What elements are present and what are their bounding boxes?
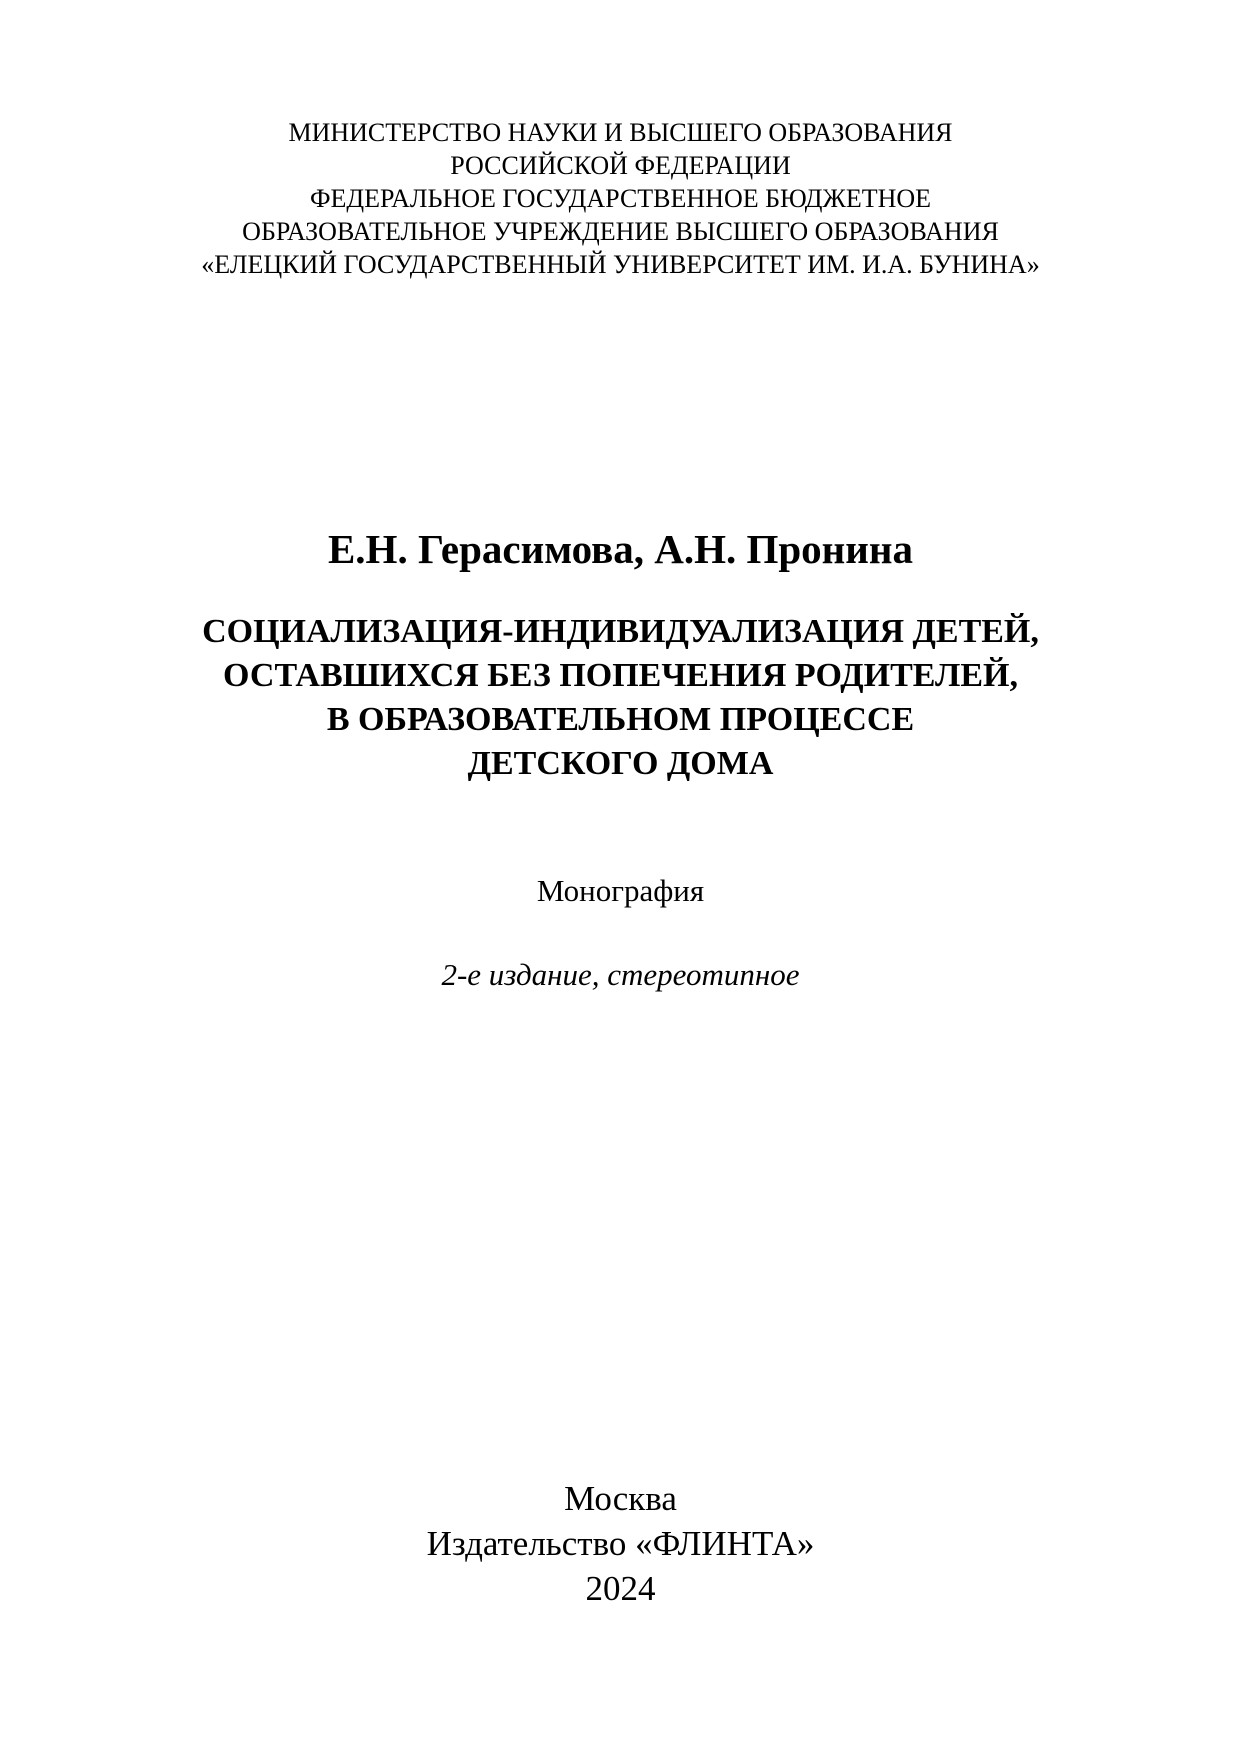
title-line: СОЦИАЛИЗАЦИЯ-ИНДИВИДУАЛИЗАЦИЯ ДЕТЕЙ, <box>202 613 1039 650</box>
publication-genre: Монография <box>536 873 705 908</box>
institution-header <box>0 116 1241 281</box>
institution-line: МИНИСТЕРСТВО НАУКИ И ВЫСШЕГО ОБРАЗОВАНИЯ <box>288 118 953 147</box>
institution-line: ФЕДЕРАЛЬНОЕ ГОСУДАРСТВЕННОЕ БЮДЖЕТНОЕ <box>309 184 932 213</box>
imprint-publisher: Издательство «ФЛИНТА» <box>426 1524 815 1563</box>
title-line: В ОБРАЗОВАТЕЛЬНОМ ПРОЦЕССЕ <box>326 701 915 738</box>
imprint-year: 2024 <box>585 1569 656 1608</box>
book-title <box>0 610 1241 786</box>
institution-line: ОБРАЗОВАТЕЛЬНОЕ УЧРЕЖДЕНИЕ ВЫСШЕГО ОБРАЗОВАНИЯ <box>242 217 999 246</box>
title-line: ОСТАВШИХСЯ БЕЗ ПОПЕЧЕНИЯ РОДИТЕЛЕЙ, <box>223 657 1018 694</box>
edition-note: 2-е издание, стереотипное <box>441 957 800 992</box>
title-line: ДЕТСКОГО ДОМА <box>467 745 774 782</box>
imprint <box>0 1476 1241 1611</box>
institution-line: «ЕЛЕЦКИЙ ГОСУДАРСТВЕННЫЙ УНИВЕРСИТЕТ ИМ. И.А. БУНИНА» <box>201 250 1040 279</box>
institution-line: РОССИЙСКОЙ ФЕДЕРАЦИИ <box>450 151 791 180</box>
imprint-city: Москва <box>564 1479 677 1518</box>
authors: Е.Н. Герасимова, А.Н. Пронина <box>327 526 914 572</box>
